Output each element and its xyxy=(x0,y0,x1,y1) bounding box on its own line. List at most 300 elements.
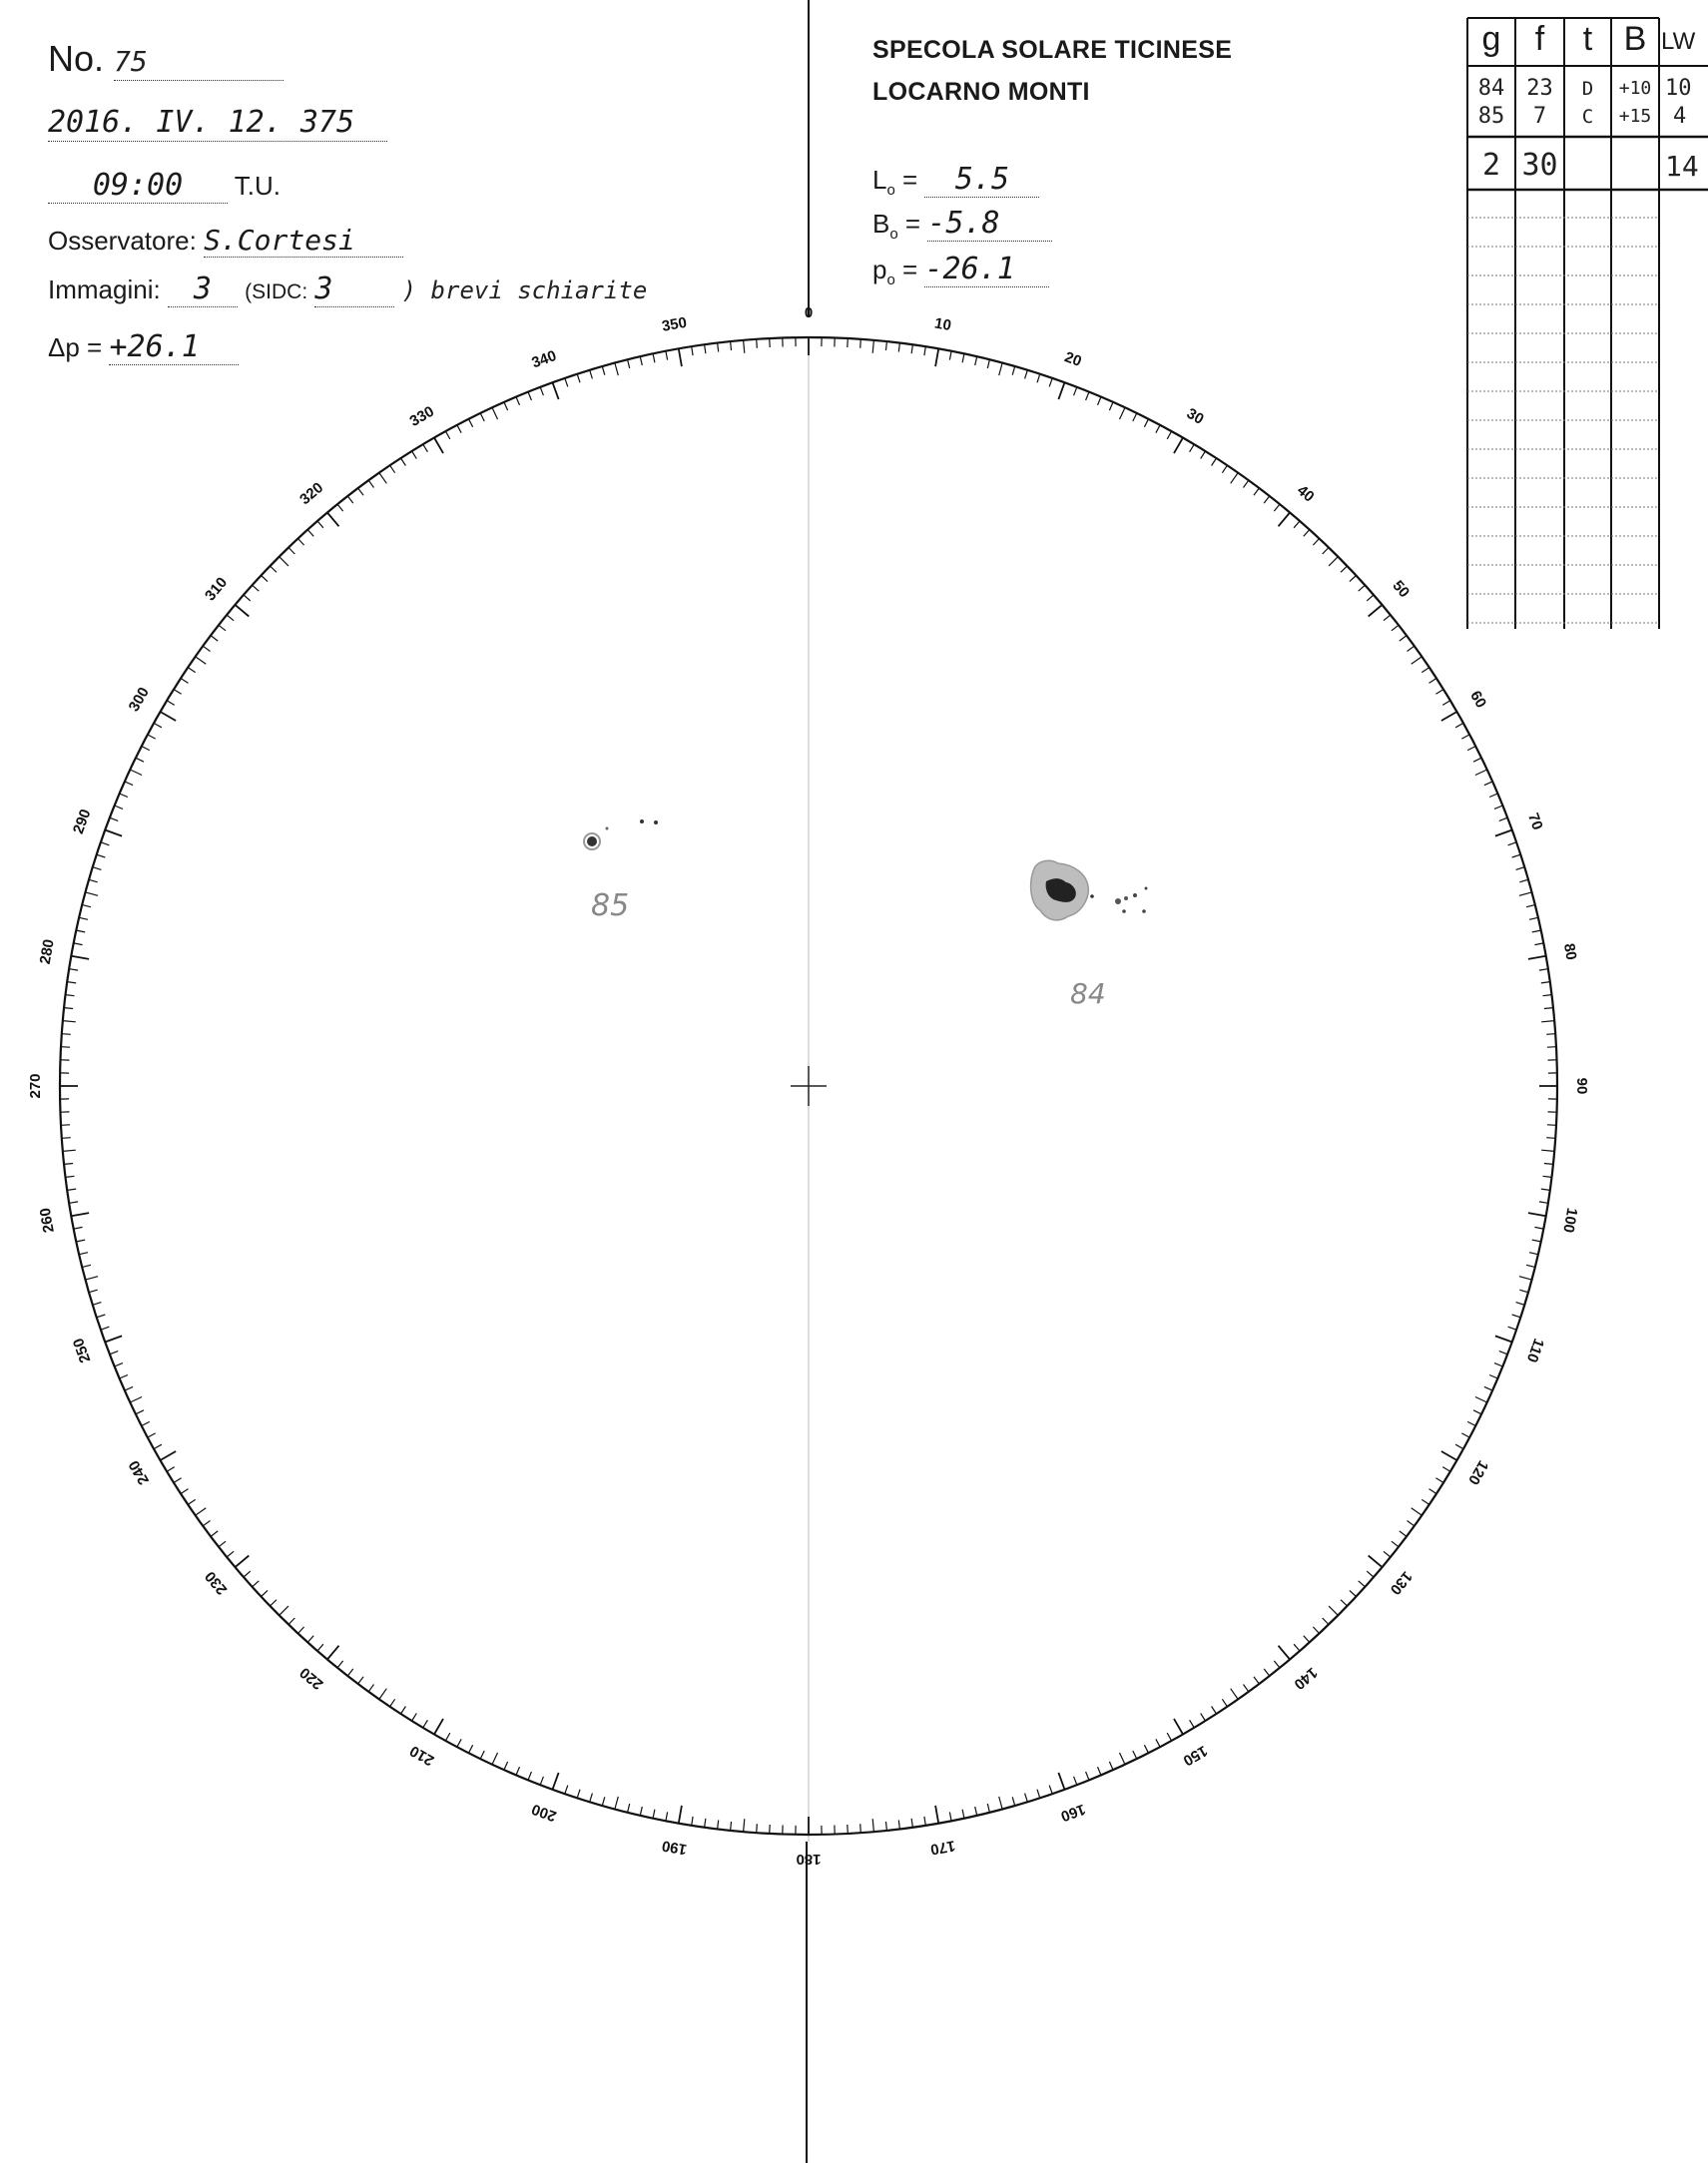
scale-label: 260 xyxy=(36,1206,58,1235)
scale-tick xyxy=(211,1531,218,1537)
scale-tick xyxy=(1539,969,1548,970)
scale-tick xyxy=(298,1627,304,1634)
scale-tick xyxy=(236,1556,250,1568)
scale-tick xyxy=(628,359,630,368)
scale-tick xyxy=(86,1277,99,1280)
scale-label: 190 xyxy=(660,1837,689,1859)
sunspot-group-84 xyxy=(1031,860,1148,1010)
scale-tick xyxy=(679,1806,682,1824)
scale-tick xyxy=(1508,842,1517,845)
bo-label: B xyxy=(872,209,890,239)
observatory-location: LOCARNO MONTI xyxy=(872,78,1090,106)
scale-tick xyxy=(898,343,899,352)
scale-tick xyxy=(434,438,443,454)
scale-tick xyxy=(1529,917,1538,919)
scale-tick xyxy=(924,1817,925,1826)
scale-tick xyxy=(1467,747,1475,751)
table-cell: 7 xyxy=(1532,104,1547,129)
scale-tick xyxy=(540,387,543,395)
scale-tick xyxy=(770,1825,771,1834)
scale-tick xyxy=(1037,1790,1040,1799)
scale-label: 300 xyxy=(125,684,153,715)
scale-tick xyxy=(120,794,128,798)
scale-tick xyxy=(1519,892,1532,895)
scale-tick xyxy=(1341,566,1348,572)
scale-tick xyxy=(1323,548,1329,555)
scale-label: 280 xyxy=(36,937,58,966)
scale-tick xyxy=(1367,595,1374,601)
scale-tick xyxy=(1350,576,1357,582)
scale-tick xyxy=(1025,1794,1028,1803)
scale-tick xyxy=(1422,1499,1429,1504)
scale-tick xyxy=(718,1821,719,1830)
sunspot xyxy=(640,819,644,823)
scale-tick xyxy=(860,1824,861,1833)
scale-tick xyxy=(1264,496,1270,503)
scale-tick xyxy=(1174,1719,1183,1735)
scale-tick xyxy=(1144,1745,1148,1753)
scale-tick xyxy=(253,1581,260,1587)
scale-tick xyxy=(1412,1508,1423,1516)
scale-tick xyxy=(1442,701,1450,706)
scale-label: 330 xyxy=(406,402,437,430)
observer-label: Osservatore: xyxy=(48,226,197,256)
scale-tick xyxy=(565,378,568,387)
total-lw: 14 xyxy=(1665,150,1699,183)
sunspot xyxy=(587,836,597,846)
scale-tick xyxy=(628,1804,630,1813)
scale-tick xyxy=(412,1713,417,1721)
scale-tick xyxy=(469,419,473,427)
scale-tick xyxy=(412,451,417,459)
scale-tick xyxy=(999,1797,1002,1810)
scale-tick xyxy=(1400,636,1407,642)
scale-tick xyxy=(317,521,323,528)
scale-tick xyxy=(1274,1661,1280,1668)
sunspot xyxy=(1133,893,1137,897)
conditions-note: ) brevi schiarite xyxy=(401,276,648,304)
scale-tick xyxy=(1329,557,1338,566)
scale-tick xyxy=(196,657,207,665)
scale-tick xyxy=(987,359,989,368)
scale-tick xyxy=(1543,995,1552,996)
scale-tick xyxy=(679,348,682,366)
scale-tick xyxy=(1254,488,1260,495)
scale-tick xyxy=(744,340,745,353)
scale-tick xyxy=(1489,1375,1497,1379)
scale-tick xyxy=(188,1499,196,1504)
scale-tick xyxy=(101,1327,110,1330)
scale-tick xyxy=(666,351,668,360)
scale-tick xyxy=(540,1777,543,1785)
scale-tick xyxy=(317,1644,323,1651)
scale-tick xyxy=(280,557,288,566)
scale-tick xyxy=(516,1767,520,1775)
scale-tick xyxy=(1294,521,1300,528)
scale-tick xyxy=(368,1685,373,1692)
scale-tick xyxy=(653,1810,655,1819)
scale-tick xyxy=(1494,806,1502,809)
scale-tick xyxy=(1329,1606,1338,1615)
scale-tick xyxy=(590,370,593,379)
scale-tick xyxy=(423,444,428,452)
bo-field: $B_o = -5.8$ xyxy=(872,206,1052,243)
scale-tick xyxy=(227,1551,234,1557)
scale-tick xyxy=(1254,1677,1260,1684)
scale-tick xyxy=(1074,1777,1077,1785)
scale-tick xyxy=(1539,1202,1548,1203)
scale-tick xyxy=(553,382,559,399)
scale-tick xyxy=(1037,374,1040,383)
scale-tick xyxy=(347,1669,353,1676)
scale-tick xyxy=(898,1821,899,1830)
scale-tick xyxy=(602,366,605,375)
scale-tick xyxy=(935,348,938,366)
scale-tick xyxy=(1098,1767,1102,1775)
table-cell: +10 xyxy=(1618,78,1652,99)
scale-tick xyxy=(67,1189,76,1190)
scale-tick xyxy=(1455,1444,1463,1448)
scale-tick xyxy=(130,770,142,776)
scale-tick xyxy=(62,1138,71,1139)
scale-tick xyxy=(1058,1773,1064,1790)
scale-tick xyxy=(358,1677,364,1684)
scale-tick xyxy=(196,1508,207,1516)
scale-tick xyxy=(602,1797,605,1806)
scale-tick xyxy=(1508,1327,1517,1330)
scale-tick xyxy=(1109,402,1113,410)
scale-tick xyxy=(1526,1265,1535,1267)
scale-tick xyxy=(142,1421,150,1425)
scale-tick xyxy=(1369,1556,1383,1568)
scale-tick xyxy=(61,1047,70,1048)
scale-tick xyxy=(1408,646,1415,651)
scale-tick xyxy=(1392,1541,1399,1547)
scale-tick xyxy=(848,338,849,347)
scale-tick xyxy=(115,1363,123,1366)
scale-tick xyxy=(262,576,269,582)
scale-tick xyxy=(1467,1421,1475,1425)
scale-tick xyxy=(1264,1669,1270,1676)
table-header-lw: LW xyxy=(1661,28,1696,55)
scale-tick xyxy=(1359,1581,1366,1587)
scale-tick xyxy=(962,1810,964,1819)
scale-label: 40 xyxy=(1293,481,1318,506)
scale-tick xyxy=(1392,625,1399,631)
scale-tick xyxy=(1429,1489,1437,1494)
scale-tick xyxy=(1167,1733,1171,1741)
scale-tick xyxy=(975,1807,977,1816)
scale-label: 90 xyxy=(1573,1077,1590,1095)
scale-tick xyxy=(1473,1410,1481,1414)
scale-tick xyxy=(401,458,406,466)
sunspot xyxy=(1142,909,1146,913)
scale-label: 170 xyxy=(928,1837,957,1859)
scale-tick xyxy=(271,566,278,572)
scale-tick xyxy=(253,585,260,591)
scale-tick xyxy=(1494,1363,1502,1366)
scale-tick xyxy=(244,595,251,601)
scale-tick xyxy=(101,842,110,845)
table-cell: D xyxy=(1581,78,1594,100)
scale-tick xyxy=(307,530,313,537)
scale-tick xyxy=(1495,830,1512,836)
scale-tick xyxy=(445,431,449,439)
scale-tick xyxy=(211,636,218,642)
scale-tick xyxy=(886,341,887,350)
scale-tick xyxy=(1528,956,1546,959)
scale-tick xyxy=(1222,465,1227,473)
scale-tick xyxy=(288,548,294,555)
scale-tick xyxy=(174,690,182,695)
scale-tick xyxy=(590,1794,593,1803)
scale-tick xyxy=(935,1806,938,1824)
scale-tick xyxy=(731,341,732,350)
scale-tick xyxy=(1074,387,1077,395)
scale-tick xyxy=(136,758,144,762)
scale-tick xyxy=(705,1819,706,1828)
po-subscript: o xyxy=(886,271,895,289)
scale-tick xyxy=(89,879,98,882)
scale-label: 0 xyxy=(804,304,814,321)
bo-subscript: o xyxy=(889,226,898,244)
scale-tick xyxy=(553,1773,559,1790)
scale-tick xyxy=(1484,782,1492,786)
scale-label: 140 xyxy=(1290,1663,1321,1693)
scale-tick xyxy=(911,344,912,353)
scale-tick xyxy=(1133,1751,1137,1759)
table-header-t: t xyxy=(1582,20,1593,58)
scale-tick xyxy=(93,867,102,870)
scale-tick xyxy=(1484,1386,1492,1390)
scale-tick xyxy=(615,1797,618,1810)
group-label-85: 85 xyxy=(591,888,630,923)
scale-tick xyxy=(69,969,78,970)
scale-tick xyxy=(1350,1590,1357,1596)
delta-p-label: Δp = xyxy=(48,332,103,362)
observatory-name: SPECOLA SOLARE TICINESE xyxy=(872,36,1233,64)
scale-tick xyxy=(1532,1240,1541,1242)
scale-tick xyxy=(69,1202,78,1203)
scale-tick xyxy=(93,1303,102,1306)
scale-tick xyxy=(1359,585,1366,591)
scale-tick xyxy=(757,1824,758,1833)
scale-tick xyxy=(718,343,719,352)
scale-tick xyxy=(962,353,964,362)
scale-tick xyxy=(219,1541,226,1547)
scale-tick xyxy=(120,1375,128,1379)
scale-tick xyxy=(1532,930,1541,932)
scale-tick xyxy=(1144,419,1148,427)
scale-tick xyxy=(401,1707,406,1715)
scale-tick xyxy=(516,397,520,405)
images-value: 3 xyxy=(193,271,212,306)
scale-tick xyxy=(74,1227,83,1229)
scale-tick xyxy=(79,1253,88,1255)
scale-tick xyxy=(1369,605,1383,617)
scale-tick xyxy=(504,1762,508,1770)
scale-tick xyxy=(1156,425,1160,433)
time-value: 09:00 xyxy=(92,168,184,203)
scale-label: 30 xyxy=(1183,404,1207,428)
scale-tick xyxy=(1512,1315,1521,1318)
table-cell: 84 xyxy=(1477,76,1505,101)
scale-tick xyxy=(71,956,89,959)
scale-tick xyxy=(423,1720,428,1728)
scale-tick xyxy=(161,1451,177,1460)
scale-label: 240 xyxy=(125,1457,153,1488)
scale-tick xyxy=(227,615,234,621)
scale-tick xyxy=(1519,879,1528,882)
scale-tick xyxy=(74,943,83,945)
scale-label: 130 xyxy=(1386,1567,1416,1598)
total-spots: 30 xyxy=(1521,148,1558,183)
lo-field: $L_o = 5.5$ xyxy=(872,162,1039,199)
scale-label: 200 xyxy=(529,1800,559,1826)
scale-tick xyxy=(1435,690,1443,695)
sunspot xyxy=(1090,894,1094,898)
images-label: Immagini: xyxy=(48,274,161,304)
scale-tick xyxy=(1526,905,1535,907)
scale-tick xyxy=(1546,1138,1555,1139)
scale-tick xyxy=(203,646,210,651)
table-cell: 85 xyxy=(1477,104,1505,129)
scale-tick xyxy=(1133,413,1137,421)
scale-tick xyxy=(76,1240,85,1242)
scale-tick xyxy=(1475,1397,1487,1403)
scale-tick xyxy=(1012,366,1015,375)
scale-tick xyxy=(1441,712,1457,721)
scale-tick xyxy=(1109,1762,1113,1770)
scale-tick xyxy=(457,425,461,433)
scale-tick xyxy=(1231,1689,1239,1700)
scale-label: 340 xyxy=(529,346,559,372)
po-value: -26.1 xyxy=(924,252,1015,286)
scale-tick xyxy=(1279,513,1291,527)
scale-tick xyxy=(949,1812,951,1821)
scale-tick xyxy=(1534,943,1543,945)
scale-tick xyxy=(528,1772,531,1780)
scale-tick xyxy=(66,1176,75,1177)
scale-tick xyxy=(1547,1125,1556,1126)
table-header-g: g xyxy=(1481,20,1501,58)
scale-tick xyxy=(161,712,177,721)
scale-tick xyxy=(1313,539,1319,546)
scale-tick xyxy=(1516,867,1525,870)
scale-label: 80 xyxy=(1559,941,1580,962)
scale-tick xyxy=(130,1397,142,1403)
scale-tick xyxy=(1489,794,1497,798)
table-cell: 23 xyxy=(1526,76,1553,101)
scale-tick xyxy=(1429,679,1437,684)
table-cell: 10 xyxy=(1665,76,1692,101)
sunspot xyxy=(606,827,609,830)
scale-tick xyxy=(244,1571,251,1577)
scale-label: 60 xyxy=(1466,688,1490,712)
scale-tick xyxy=(770,338,771,347)
scale-tick xyxy=(1025,370,1028,379)
scale-tick xyxy=(110,817,118,820)
lo-label: L xyxy=(872,165,887,195)
scale-tick xyxy=(76,930,85,932)
scale-tick xyxy=(1516,1303,1525,1306)
scale-tick xyxy=(337,504,343,511)
scale-label: 230 xyxy=(202,1567,232,1598)
scale-tick xyxy=(1086,1772,1089,1780)
scale-tick xyxy=(577,1790,580,1799)
scale-tick xyxy=(640,1807,642,1816)
scale-tick xyxy=(327,513,339,527)
scale-tick xyxy=(105,830,122,836)
lo-subscript: o xyxy=(886,182,895,200)
scale-tick xyxy=(1461,1433,1469,1437)
scale-tick xyxy=(1528,1213,1546,1216)
scale-tick xyxy=(167,701,175,706)
scale-label: 160 xyxy=(1058,1800,1088,1826)
scale-tick xyxy=(327,1646,339,1660)
scale-tick xyxy=(66,995,75,996)
table-header-b: B xyxy=(1623,20,1647,58)
scale-tick xyxy=(288,1618,294,1625)
scale-label: 210 xyxy=(406,1742,437,1770)
lo-value: 5.5 xyxy=(954,162,1010,197)
scale-tick xyxy=(1473,758,1481,762)
scale-tick xyxy=(148,1433,156,1437)
scale-tick xyxy=(125,1386,133,1390)
scale-tick xyxy=(1201,451,1206,459)
scale-tick xyxy=(480,1751,484,1759)
table-cell: 4 xyxy=(1673,104,1687,129)
scale-tick xyxy=(1049,1786,1052,1795)
number-value: 75 xyxy=(114,45,148,78)
total-groups: 2 xyxy=(1481,148,1501,183)
scale-tick xyxy=(924,346,925,355)
scale-tick xyxy=(125,782,133,786)
scale-tick xyxy=(1541,1189,1550,1190)
scale-tick xyxy=(1174,438,1183,454)
sunspot-group-85 xyxy=(584,819,658,923)
scale-tick xyxy=(298,539,304,546)
scale-tick xyxy=(1120,407,1126,419)
table-cell: +15 xyxy=(1618,106,1652,127)
scale-tick xyxy=(615,363,618,376)
po-label: p xyxy=(872,255,887,284)
scale-tick xyxy=(1422,668,1429,673)
scale-tick xyxy=(379,473,387,484)
sidc-label: (SIDC: xyxy=(245,280,308,303)
scale-tick xyxy=(89,1290,98,1293)
scale-tick xyxy=(640,356,642,365)
scale-tick xyxy=(1212,458,1217,466)
scale-tick xyxy=(504,402,508,410)
number-label: No. xyxy=(48,38,105,79)
scale-tick xyxy=(757,339,758,348)
scale-tick xyxy=(188,668,196,673)
scale-tick xyxy=(1541,982,1550,983)
scale-tick xyxy=(1086,392,1089,400)
scale-label: 70 xyxy=(1523,811,1546,832)
scale-tick xyxy=(705,344,706,353)
scale-tick xyxy=(1499,1352,1507,1354)
scale-tick xyxy=(97,854,106,857)
bo-value: -5.8 xyxy=(927,206,1000,241)
scale-tick xyxy=(390,1699,395,1707)
scale-tick xyxy=(692,1817,693,1826)
scale-tick xyxy=(262,1590,269,1596)
scale-label: 20 xyxy=(1062,348,1084,371)
scale-tick xyxy=(666,1812,668,1821)
scale-tick xyxy=(911,1819,912,1828)
